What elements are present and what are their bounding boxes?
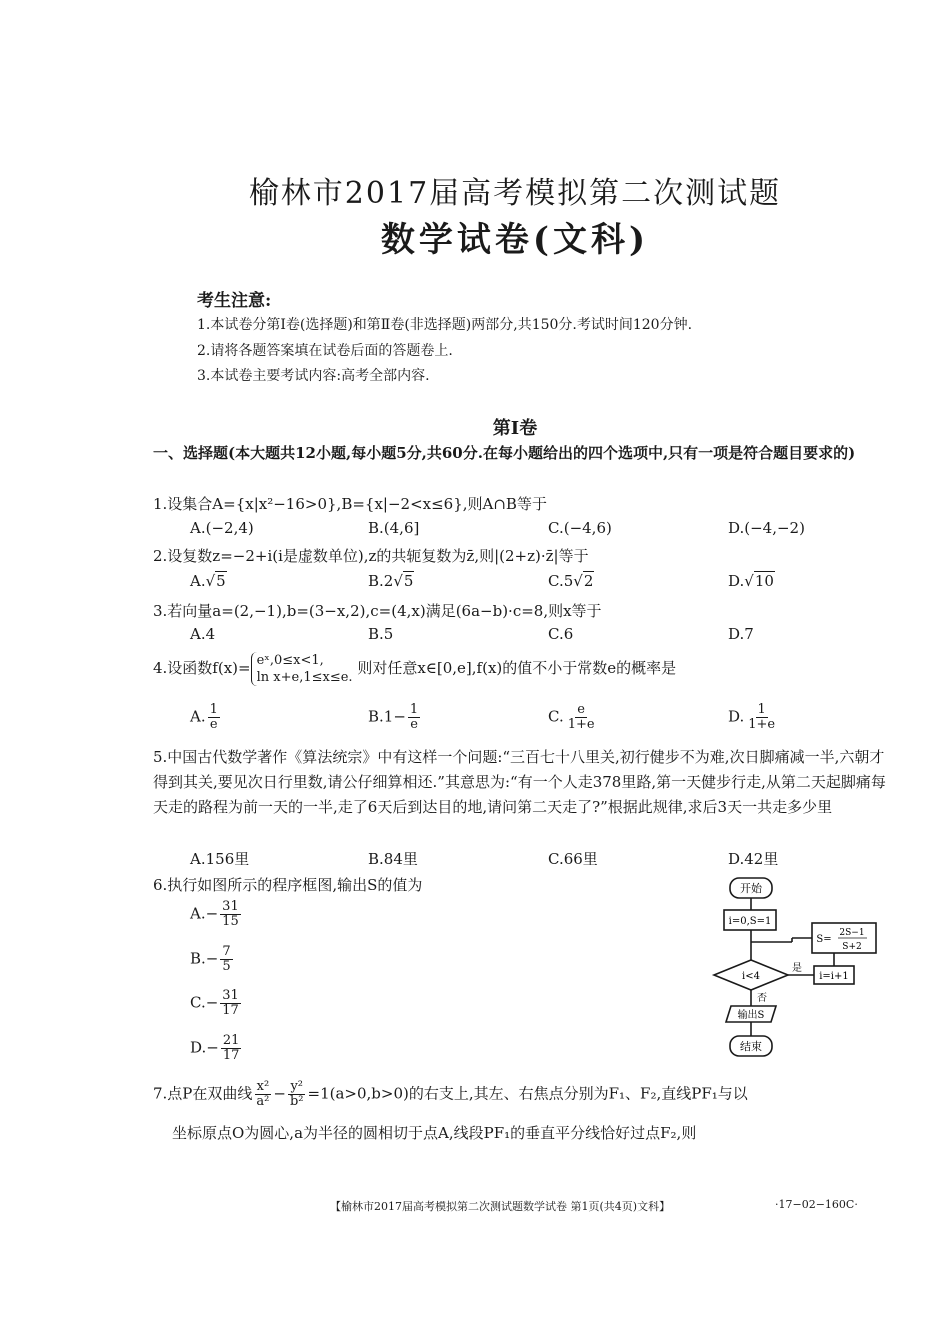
q4-option-c: C. $\frac{e}{1+e}$ bbox=[548, 702, 595, 732]
q1-option-b: B.(4,6] bbox=[368, 519, 420, 537]
question-7-line-2: 坐标原点O为圆心,a为半径的圆相切于点A,线段PF₁的垂直平分线恰好过点F₂,则 bbox=[172, 1124, 697, 1142]
question-5-text: 5.中国古代数学著作《算法统宗》中有这样一个问题:“三百七十八里关,初行健步不为难,次日脚痛减一半,六朝才得到其关,要见次日行里数,请公仔细算相还.”其意思为:“有一个人走378里路,第一天健步行走,从第二天起脚痛每天走的路程为前一天的一半,走了6天后到达目的地,请问第二天走了?”根据此规律,求后3天一共走多少里 bbox=[153, 748, 886, 816]
question-3-stem: 3.若向量a=(2,−1),b=(3−x,2),c=(4,x)满足(6a−b)·c=8,则x等于 bbox=[153, 602, 602, 620]
q5-option-d: D.42里 bbox=[728, 850, 779, 868]
q4-option-a: A. $\frac{1}{e}$ bbox=[190, 702, 218, 732]
question-6-stem: 6.执行如图所示的程序框图,输出S的值为 bbox=[153, 876, 423, 894]
q3-option-b: B.5 bbox=[368, 625, 394, 643]
q2-option-b: B.2√5 bbox=[368, 572, 414, 590]
q5-option-b: B.84里 bbox=[368, 850, 418, 868]
question-2-stem: 2.设复数z=−2+i(i是虚数单位),z的共轭复数为z̄,则|(2+z)·z̄|等于 bbox=[153, 547, 589, 565]
page-code: ·17−02−160C· bbox=[775, 1198, 858, 1211]
exam-title: 榆林市2017届高考模拟第二次测试题 bbox=[248, 176, 782, 211]
flow-update-label: S= bbox=[816, 934, 832, 945]
q6-option-d: D.− $\frac{21}{17}$ bbox=[190, 1033, 240, 1063]
program-flowchart bbox=[700, 870, 910, 1070]
notice-heading: 考生注意: bbox=[197, 291, 272, 311]
flow-init-label: i=0,S=1 bbox=[728, 916, 772, 927]
q5-option-a: A.156里 bbox=[190, 850, 250, 868]
q5-option-c: C.66里 bbox=[548, 850, 598, 868]
flow-end-label: 结束 bbox=[740, 1040, 762, 1053]
notice-item: 3.本试卷主要考试内容:高考全部内容. bbox=[197, 368, 430, 384]
q3-option-c: C.6 bbox=[548, 625, 574, 643]
part-heading: 一、选择题(本大题共12小题,每小题5分,共60分.在每小题给出的四个选项中,只有一项是符合题目要求的) bbox=[153, 444, 856, 462]
q6-option-c: C.− $\frac{31}{17}$ bbox=[190, 988, 239, 1018]
section-heading: 第Ⅰ卷 bbox=[492, 418, 538, 439]
flow-update-numerator: 2S−1 bbox=[839, 928, 865, 938]
q1-option-d: D.(−4,−2) bbox=[728, 519, 805, 537]
notice-item: 1.本试卷分第Ⅰ卷(选择题)和第Ⅱ卷(非选择题)两部分,共150分.考试时间120分钟. bbox=[197, 317, 693, 333]
q2-option-a: A.√5 bbox=[190, 572, 226, 590]
notice-item: 2.请将各题答案填在试卷后面的答题卷上. bbox=[197, 343, 453, 359]
q3-option-a: A.4 bbox=[190, 625, 216, 643]
q3-option-d: D.7 bbox=[728, 625, 754, 643]
flow-start-label: 开始 bbox=[740, 882, 762, 895]
flow-output-label: 输出S bbox=[737, 1010, 765, 1021]
flow-condition-label: i<4 bbox=[742, 971, 760, 982]
q4-option-d: D. $\frac{1}{1+e}$ bbox=[728, 702, 776, 732]
q6-option-b: B.− $\frac{7}{5}$ bbox=[190, 944, 231, 974]
q1-option-a: A.(−2,4) bbox=[190, 519, 254, 537]
flow-yes-label: 是 bbox=[792, 963, 802, 974]
page-footer: 【榆林市2017届高考模拟第二次测试题数学试卷 第1页(共4页)文科】 bbox=[330, 1200, 671, 1213]
q1-option-c: C.(−4,6) bbox=[548, 519, 612, 537]
question-7-line-1: 7.点P在双曲线 $\frac{\text{x²}}{\text{a²}}$ − $\frac{\text{y²}}{\text{b²}}$ =1(a>0,b>0)的右支上,其左、右焦点分别为F₁、F₂,直线PF₁与以 bbox=[153, 1079, 748, 1109]
piecewise-brace: eˣ,0≤x<1, ln x+e,1≤x≤e. bbox=[251, 652, 353, 686]
exam-subtitle: 数学试卷(文科) bbox=[380, 220, 650, 260]
q2-option-c: C.5√2 bbox=[548, 572, 594, 590]
q6-option-a: A.− $\frac{31}{15}$ bbox=[190, 899, 239, 929]
flow-no-label: 否 bbox=[757, 993, 767, 1004]
question-4-stem: 4.设函数f(x)= eˣ,0≤x<1, ln x+e,1≤x≤e. 则对任意x∈[0,e],f(x)的值不小于常数e的概率是 bbox=[153, 653, 677, 685]
q4-option-b: B.1− $\frac{1}{e}$ bbox=[368, 702, 419, 732]
flow-update-denominator: S+2 bbox=[842, 942, 862, 952]
q2-option-d: D.√10 bbox=[728, 572, 774, 590]
question-1-stem: 1.设集合A={x|x²−16>0},B={x|−2<x≤6},则A∩B等于 bbox=[153, 495, 547, 513]
flow-increment-label: i=i+1 bbox=[819, 971, 849, 982]
